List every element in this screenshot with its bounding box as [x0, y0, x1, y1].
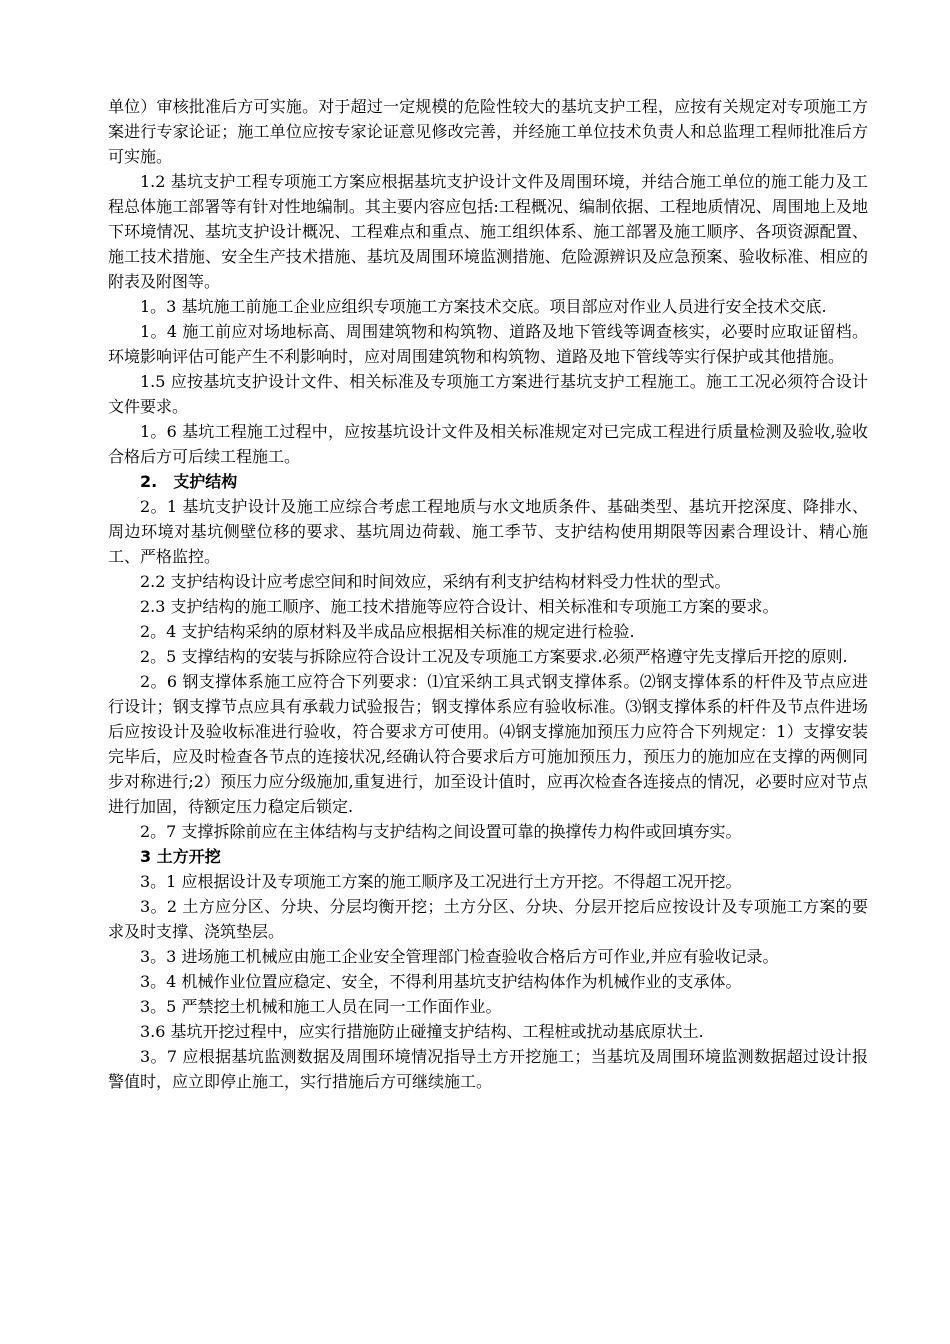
document-page: [108, 94, 868, 1094]
paragraph-3-4: 3。4 机械作业位置应稳定、安全，不得利用基坑支护结构体作为机械作业的支承体。: [140, 972, 742, 991]
paragraph-2-5: 2。5 支撑结构的安装与拆除应符合设计工况及专项施工方案要求.必须严格遵守先支撑后开挖的原则.: [140, 647, 848, 666]
paragraph-2-1: 2。1 基坑支护设计及施工应综合考虑工程地质与水文地质条件、基础类型、基坑开挖深度、降排水、周边环境对基坑侧壁位移的要求、基坑周边荷载、施工季节、支护结构使用期限等因素合理设计、精心施工、严格监控。: [108, 497, 868, 566]
paragraph-2-3: 2.3 支护结构的施工顺序、施工技术措施等应符合设计、相关标准和专项施工方案的要求。: [140, 597, 779, 616]
section-heading-2: 2. 支护结构: [140, 472, 238, 491]
paragraph-3-5: 3。5 严禁挖土机械和施工人员在同一工作面作业。: [140, 997, 502, 1016]
paragraph-1-4: 1。4 施工前应对场地标高、周围建筑物和构筑物、道路及地下管线等调查核实，必要时应取证留档。环境影响评估可能产生不利影响时，应对周围建筑物和构筑物、道路及地下管线等实行保护或其他措施。: [108, 322, 868, 366]
paragraph-3-7: 3。7 应根据基坑监测数据及周围环境情况指导土方开挖施工；当基坑及周围环境监测数据超过设计报警值时，应立即停止施工，实行措施后方可继续施工。: [108, 1047, 868, 1091]
section-heading-3: 3 土方开挖: [140, 847, 221, 866]
paragraph-1-3: 1。3 基坑施工前施工企业应组织专项施工方案技术交底。项目部应对作业人员进行安全技术交底.: [140, 297, 827, 316]
paragraph-2-4: 2。4 支护结构采纳的原材料及半成品应根据相关标准的规定进行检验.: [140, 622, 635, 641]
paragraph-3-2: 3。2 土方应分区、分块、分层均衡开挖；土方分区、分块、分层开挖后应按设计及专项施工方案的要求及时支撑、浇筑垫层。: [108, 897, 868, 941]
paragraph-1-2: 1.2 基坑支护工程专项施工方案应根据基坑支护设计文件及周围环境，并结合施工单位的施工能力及工程总体施工部署等有针对性地编制。其主要内容应包括:工程概况、编制依据、工程地质情况、周围地上及地下环境情况、基坑支护设计概况、工程难点和重点、施工组织体系、施工部署及施工顺序、各项资源配置、施工技术措施、安全生产技术措施、基坑及周围环境监测措施、危险源辨识及应急预案、验收标准、相应的附表及附图等。: [108, 172, 868, 291]
paragraph-2-7: 2。7 支撑拆除前应在主体结构与支护结构之间设置可靠的换撑传力构件或回填夯实。: [140, 822, 742, 841]
paragraph-3-3: 3。3 进场施工机械应由施工企业安全管理部门检查验收合格后方可作业,并应有验收记录。: [140, 947, 779, 966]
paragraph-2-6: 2。6 钢支撑体系施工应符合下列要求：⑴宜采纳工具式钢支撑体系。⑵钢支撑体系的杆件及节点应进行设计；钢支撑节点应具有承载力试验报告；钢支撑体系应有验收标准。⑶钢支撑体系的杆件及节点件进场后应按设计及验收标准进行验收，符合要求方可使用。⑷钢支撑施加预压力应符合下列规定：1）支撑安装完毕后，应及时检查各节点的连接状况,经确认符合要求后方可施加预压力，预压力的施加应在支撑的两侧同步对称进行;2）预压力应分级施加,重复进行，加至设计值时，应再次检查各连接点的情况，必要时应对节点进行加固，待额定压力稳定后锁定.: [108, 672, 868, 816]
paragraph-approval: 单位）审核批准后方可实施。对于超过一定规模的危险性较大的基坑支护工程，应按有关规定对专项施工方案进行专家论证；施工单位应按专家论证意见修改完善，并经施工单位技术负责人和总监理工程师批准后方可实施。: [108, 97, 868, 166]
paragraph-3-1: 3。1 应根据设计及专项施工方案的施工顺序及工况进行土方开挖。不得超工况开挖。: [140, 872, 742, 891]
paragraph-1-5: 1.5 应按基坑支护设计文件、相关标准及专项施工方案进行基坑支护工程施工。施工工况必须符合设计文件要求。: [108, 372, 868, 416]
paragraph-3-6: 3.6 基坑开挖过程中，应实行措施防止碰撞支护结构、工程桩或扰动基底原状土.: [140, 1022, 704, 1041]
paragraph-2-2: 2.2 支护结构设计应考虑空间和时间效应，采纳有利支护结构材料受力性状的型式。: [140, 572, 731, 591]
paragraph-1-6: 1。6 基坑工程施工过程中，应按基坑设计文件及相关标准规定对已完成工程进行质量检测及验收,验收合格后方可后续工程施工。: [108, 422, 868, 466]
